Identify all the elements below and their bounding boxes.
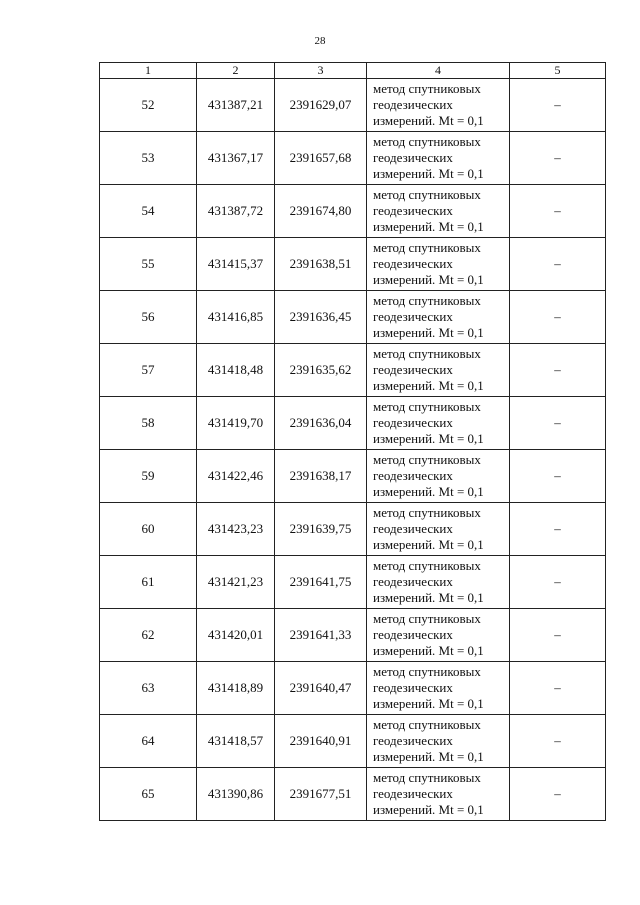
method-line: геодезических — [373, 468, 453, 483]
table-row — [100, 291, 606, 344]
table-row — [100, 609, 606, 662]
method-line: измерений. Mt = 0,1 — [373, 166, 484, 181]
table-row — [100, 715, 606, 768]
note-cell: – — [510, 291, 606, 344]
y-coordinate-cell: 2391636,04 — [275, 397, 367, 450]
y-coordinate-cell: 2391636,45 — [275, 291, 367, 344]
note-cell: – — [510, 238, 606, 291]
column-header-2: 2 — [197, 63, 275, 79]
y-coordinate-cell: 2391639,75 — [275, 503, 367, 556]
method-line: метод спутниковых — [373, 134, 481, 149]
note-cell: – — [510, 450, 606, 503]
point-number-cell: 56 — [100, 291, 197, 344]
point-number-cell: 64 — [100, 715, 197, 768]
method-line: геодезических — [373, 574, 453, 589]
method-line: метод спутниковых — [373, 399, 481, 414]
method-line: метод спутниковых — [373, 452, 481, 467]
method-line: геодезических — [373, 362, 453, 377]
x-coordinate-cell: 431416,85 — [197, 291, 275, 344]
y-coordinate-cell: 2391638,51 — [275, 238, 367, 291]
y-coordinate-cell: 2391635,62 — [275, 344, 367, 397]
x-coordinate-cell: 431422,46 — [197, 450, 275, 503]
method-line: геодезических — [373, 627, 453, 642]
method-line: метод спутниковых — [373, 505, 481, 520]
method-line: геодезических — [373, 786, 453, 801]
point-number-cell: 60 — [100, 503, 197, 556]
method-cell — [367, 609, 510, 662]
y-coordinate-cell: 2391638,17 — [275, 450, 367, 503]
method-cell — [367, 662, 510, 715]
method-line: измерений. Mt = 0,1 — [373, 802, 484, 817]
method-cell — [367, 768, 510, 821]
point-number-cell: 55 — [100, 238, 197, 291]
x-coordinate-cell: 431387,21 — [197, 79, 275, 132]
method-line: геодезических — [373, 415, 453, 430]
point-number-cell: 62 — [100, 609, 197, 662]
method-cell — [367, 397, 510, 450]
column-header-3: 3 — [275, 63, 367, 79]
y-coordinate-cell: 2391674,80 — [275, 185, 367, 238]
note-cell: – — [510, 79, 606, 132]
method-line: геодезических — [373, 97, 453, 112]
note-cell: – — [510, 768, 606, 821]
method-line: метод спутниковых — [373, 558, 481, 573]
note-cell: – — [510, 609, 606, 662]
method-line: измерений. Mt = 0,1 — [373, 643, 484, 658]
method-line: измерений. Mt = 0,1 — [373, 113, 484, 128]
note-cell: – — [510, 397, 606, 450]
point-number-cell: 59 — [100, 450, 197, 503]
table-row — [100, 503, 606, 556]
column-header-4: 4 — [367, 63, 510, 79]
method-line: геодезических — [373, 521, 453, 536]
method-line: измерений. Mt = 0,1 — [373, 749, 484, 764]
x-coordinate-cell: 431423,23 — [197, 503, 275, 556]
method-line: измерений. Mt = 0,1 — [373, 272, 484, 287]
method-line: геодезических — [373, 150, 453, 165]
x-coordinate-cell: 431418,48 — [197, 344, 275, 397]
y-coordinate-cell: 2391640,47 — [275, 662, 367, 715]
method-line: измерений. Mt = 0,1 — [373, 537, 484, 552]
method-cell — [367, 291, 510, 344]
point-number-cell: 63 — [100, 662, 197, 715]
x-coordinate-cell: 431387,72 — [197, 185, 275, 238]
x-coordinate-cell: 431418,57 — [197, 715, 275, 768]
column-header-5: 5 — [510, 63, 606, 79]
method-cell — [367, 556, 510, 609]
table-row — [100, 768, 606, 821]
y-coordinate-cell: 2391640,91 — [275, 715, 367, 768]
note-cell: – — [510, 185, 606, 238]
x-coordinate-cell: 431420,01 — [197, 609, 275, 662]
note-cell: – — [510, 132, 606, 185]
method-line: метод спутниковых — [373, 611, 481, 626]
table-body — [100, 79, 606, 821]
note-cell: – — [510, 662, 606, 715]
point-number-cell: 52 — [100, 79, 197, 132]
x-coordinate-cell: 431421,23 — [197, 556, 275, 609]
method-line: метод спутниковых — [373, 81, 481, 96]
x-coordinate-cell: 431367,17 — [197, 132, 275, 185]
note-cell: – — [510, 503, 606, 556]
point-number-cell: 65 — [100, 768, 197, 821]
table-row — [100, 556, 606, 609]
method-line: измерений. Mt = 0,1 — [373, 219, 484, 234]
x-coordinate-cell: 431415,37 — [197, 238, 275, 291]
x-coordinate-cell: 431418,89 — [197, 662, 275, 715]
table-row — [100, 450, 606, 503]
point-number-cell: 54 — [100, 185, 197, 238]
method-line: измерений. Mt = 0,1 — [373, 378, 484, 393]
note-cell: – — [510, 556, 606, 609]
method-cell — [367, 503, 510, 556]
column-header-1: 1 — [100, 63, 197, 79]
x-coordinate-cell: 431419,70 — [197, 397, 275, 450]
x-coordinate-cell: 431390,86 — [197, 768, 275, 821]
method-line: метод спутниковых — [373, 664, 481, 679]
method-line: геодезических — [373, 203, 453, 218]
method-line: измерений. Mt = 0,1 — [373, 484, 484, 499]
table-row — [100, 397, 606, 450]
y-coordinate-cell: 2391641,33 — [275, 609, 367, 662]
y-coordinate-cell: 2391657,68 — [275, 132, 367, 185]
table-header-row — [100, 63, 606, 79]
point-number-cell: 58 — [100, 397, 197, 450]
method-line: измерений. Mt = 0,1 — [373, 696, 484, 711]
coordinates-table — [99, 62, 606, 821]
method-line: метод спутниковых — [373, 240, 481, 255]
method-line: геодезических — [373, 256, 453, 271]
method-cell — [367, 450, 510, 503]
method-cell — [367, 132, 510, 185]
note-cell: – — [510, 344, 606, 397]
y-coordinate-cell: 2391641,75 — [275, 556, 367, 609]
table-row — [100, 185, 606, 238]
method-line: измерений. Mt = 0,1 — [373, 431, 484, 446]
method-line: измерений. Mt = 0,1 — [373, 325, 484, 340]
method-line: метод спутниковых — [373, 346, 481, 361]
y-coordinate-cell: 2391677,51 — [275, 768, 367, 821]
method-line: геодезических — [373, 680, 453, 695]
table-row — [100, 79, 606, 132]
table-row — [100, 344, 606, 397]
method-line: метод спутниковых — [373, 770, 481, 785]
method-cell — [367, 238, 510, 291]
method-cell — [367, 715, 510, 768]
method-line: геодезических — [373, 309, 453, 324]
method-line: метод спутниковых — [373, 187, 481, 202]
y-coordinate-cell: 2391629,07 — [275, 79, 367, 132]
method-cell — [367, 344, 510, 397]
note-cell: – — [510, 715, 606, 768]
point-number-cell: 57 — [100, 344, 197, 397]
table-row — [100, 662, 606, 715]
method-cell — [367, 79, 510, 132]
method-line: метод спутниковых — [373, 293, 481, 308]
table-row — [100, 132, 606, 185]
method-cell — [367, 185, 510, 238]
page-number: 28 — [314, 35, 326, 47]
table-row — [100, 238, 606, 291]
method-line: метод спутниковых — [373, 717, 481, 732]
method-line: геодезических — [373, 733, 453, 748]
point-number-cell: 61 — [100, 556, 197, 609]
point-number-cell: 53 — [100, 132, 197, 185]
method-line: измерений. Mt = 0,1 — [373, 590, 484, 605]
